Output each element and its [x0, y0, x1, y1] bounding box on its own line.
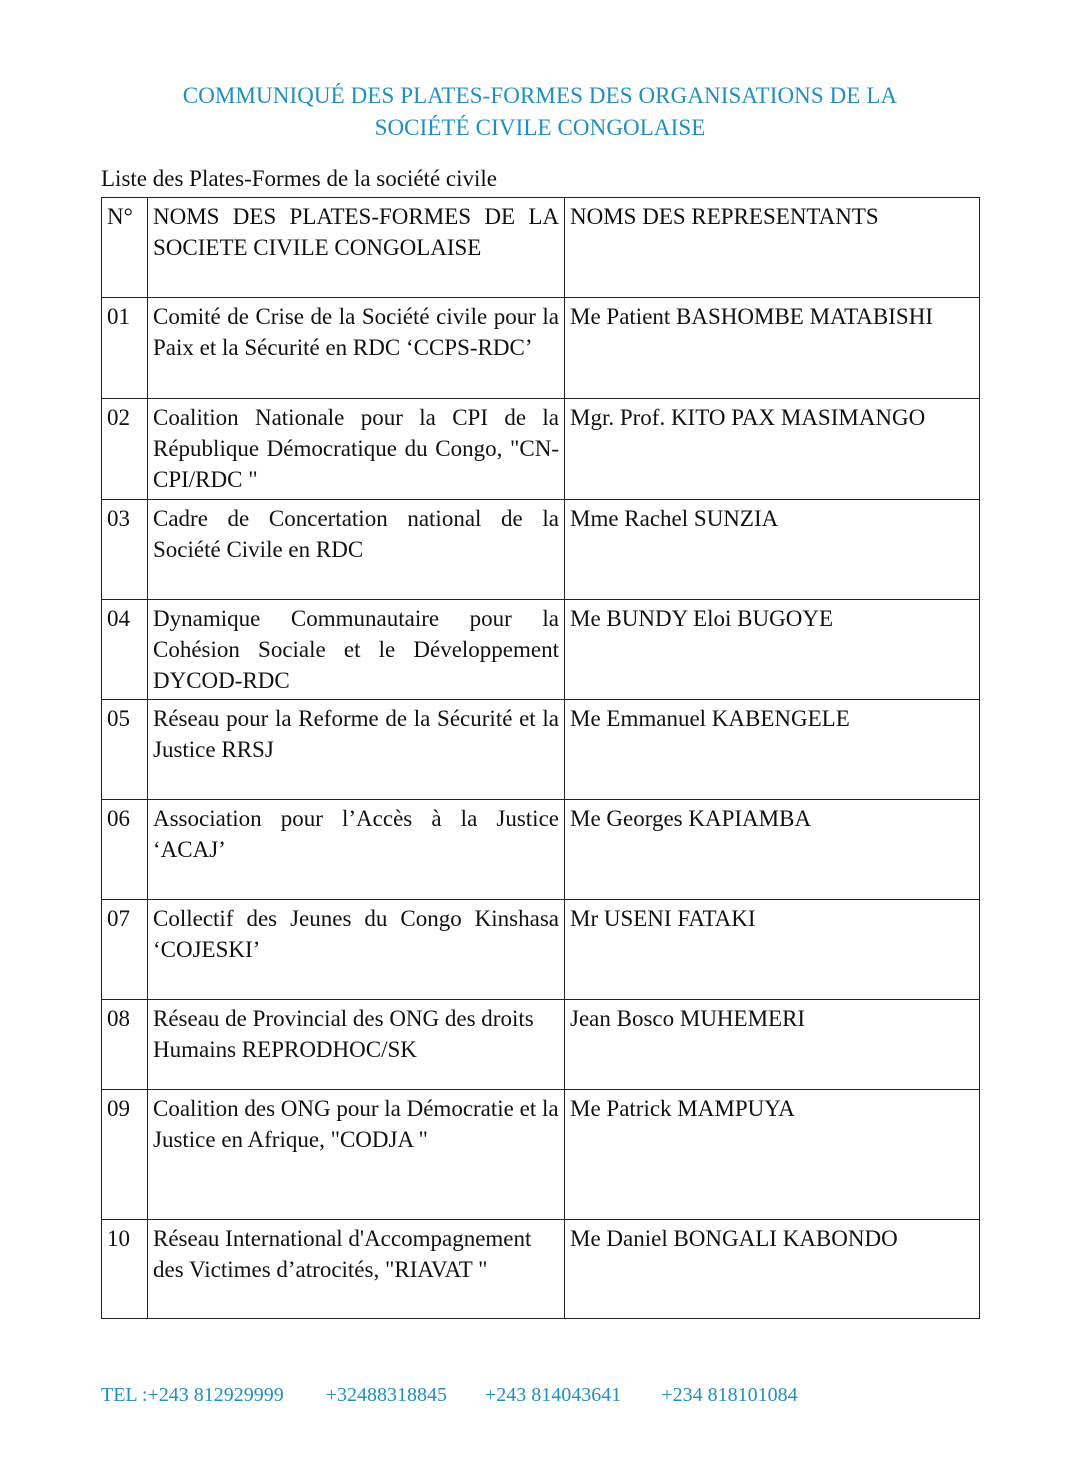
row-number: 10: [102, 1220, 148, 1319]
representative-name: Me Emmanuel KABENGELE: [565, 700, 980, 800]
table-row: [102, 399, 980, 500]
representative-name: Mme Rachel SUNZIA: [565, 500, 980, 600]
representative-name: Me Georges KAPIAMBA: [565, 800, 980, 900]
representative-name: Me Daniel BONGALI KABONDO: [565, 1220, 980, 1319]
representative-name: Jean Bosco MUHEMERI: [565, 1000, 980, 1090]
phone-label: TEL :: [101, 1384, 148, 1406]
row-number: 02: [102, 399, 148, 500]
footer-contacts: [101, 1382, 798, 1408]
platform-name: Réseau pour la Reforme de la Sécurité et la Justice RRSJ: [148, 700, 565, 800]
header-number: N°: [102, 198, 148, 298]
table-row: [102, 1090, 980, 1220]
table-row: [102, 1000, 980, 1090]
representative-name: Me Patient BASHOMBE MATABISHI: [565, 298, 980, 399]
list-subtitle: Liste des Plates-Formes de la société civile: [101, 166, 497, 191]
row-number: 01: [102, 298, 148, 399]
row-number: 07: [102, 900, 148, 1000]
table-row: [102, 600, 980, 700]
phone-number: +243 814043641: [485, 1384, 622, 1406]
platform-name: Coalition Nationale pour la CPI de la République Démocratique du Congo, "CN-CPI/RDC ": [148, 399, 565, 500]
row-number: 09: [102, 1090, 148, 1220]
platform-name: Comité de Crise de la Société civile pour la Paix et la Sécurité en RDC ‘CCPS-RDC’: [148, 298, 565, 399]
platforms-table: [101, 197, 980, 1319]
table-row: [102, 1220, 980, 1319]
row-number: 04: [102, 600, 148, 700]
row-number: 03: [102, 500, 148, 600]
header-platform-names: NOMS DES PLATES-FORMES DE LA SOCIETE CIVILE CONGOLAISE: [148, 198, 565, 298]
title-line-1: COMMUNIQUÉ DES PLATES-FORMES DES ORGANISATIONS DE LA: [182, 83, 898, 108]
table-header-row: [102, 198, 980, 298]
table-row: [102, 900, 980, 1000]
document-title: [100, 80, 980, 144]
table-row: [102, 700, 980, 800]
representative-name: Me BUNDY Eloi BUGOYE: [565, 600, 980, 700]
platform-name: Association pour l’Accès à la Justice ‘ACAJ’: [148, 800, 565, 900]
row-number: 05: [102, 700, 148, 800]
phone-number: +32488318845: [325, 1384, 448, 1406]
platform-name: Dynamique Communautaire pour la Cohésion Sociale et le Développement DYCOD-RDC: [148, 600, 565, 700]
table-row: [102, 800, 980, 900]
representative-name: Me Patrick MAMPUYA: [565, 1090, 980, 1220]
platform-name: Réseau de Provincial des ONG des droits Humains REPRODHOC/SK: [148, 1000, 565, 1090]
title-line-2: SOCIÉTÉ CIVILE CONGOLAISE: [374, 115, 706, 140]
row-number: 06: [102, 800, 148, 900]
platform-name: Coalition des ONG pour la Démocratie et la Justice en Afrique, "CODJA ": [148, 1090, 565, 1220]
platform-name: Réseau International d'Accompagnement des Victimes d’atrocités, "RIAVAT ": [148, 1220, 565, 1319]
platform-name: Collectif des Jeunes du Congo Kinshasa ‘COJESKI’: [148, 900, 565, 1000]
table-row: [102, 500, 980, 600]
representative-name: Mr USENI FATAKI: [565, 900, 980, 1000]
row-number: 08: [102, 1000, 148, 1090]
header-representatives: NOMS DES REPRESENTANTS: [565, 198, 980, 298]
platform-name: Cadre de Concertation national de la Société Civile en RDC: [148, 500, 565, 600]
phone-number: +234 818101084: [661, 1384, 798, 1406]
representative-name: Mgr. Prof. KITO PAX MASIMANGO: [565, 399, 980, 500]
phone-number: +243 812929999: [147, 1384, 284, 1406]
table-row: [102, 298, 980, 399]
